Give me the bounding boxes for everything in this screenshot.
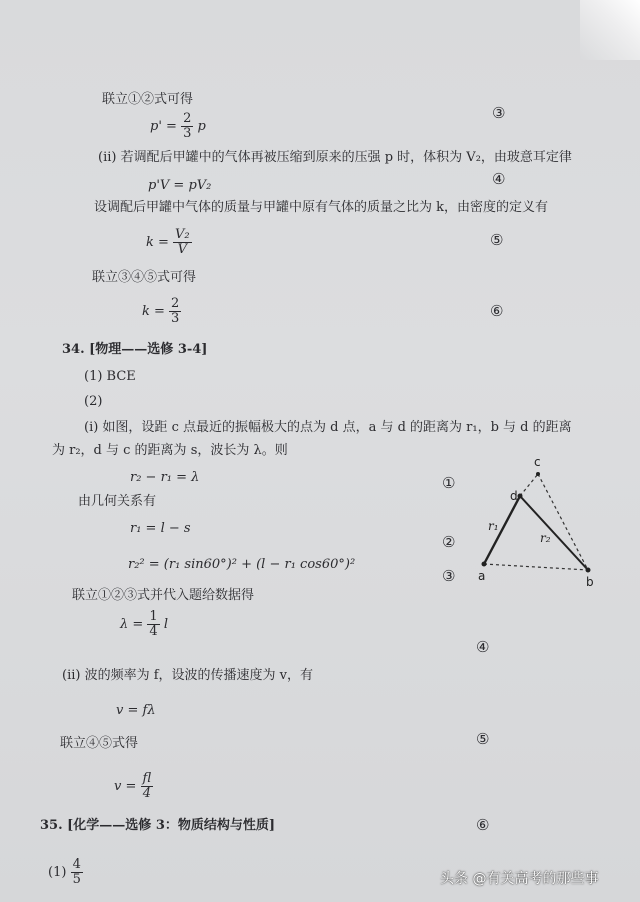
text-line: 设调配后甲罐中气体的质量与甲罐中原有气体的质量之比为 k，由密度的定义有 (94, 200, 549, 215)
point-b (586, 568, 591, 573)
equation-number: ② (442, 533, 456, 551)
equation: v = fλ (116, 703, 156, 718)
equation-number: ① (442, 474, 456, 492)
denominator: V (177, 242, 188, 257)
text-line: (i) 如图，设距 c 点最近的振幅极大的点为 d 点，a 与 d 的距离为 r₁，b 与 d 的距离 (84, 420, 572, 435)
denominator: 4 (149, 624, 158, 639)
equation (114, 772, 153, 801)
numerator: fl (142, 771, 152, 786)
equation-number: ⑤ (490, 231, 504, 249)
point-c (536, 472, 540, 476)
fraction (71, 858, 83, 887)
numerator: 2 (183, 111, 192, 126)
page-corner-glare (580, 0, 640, 60)
equation (150, 112, 206, 141)
numerator: 1 (149, 609, 158, 624)
point-a (482, 562, 487, 567)
label-r2: r₂ (540, 531, 551, 545)
text-line: 由几何关系有 (78, 494, 157, 509)
fraction (141, 772, 154, 801)
section-heading-34: 34. [物理——选修 3-4] (62, 342, 208, 357)
equation-lhs: v = (114, 779, 137, 794)
equation-lhs: k = (142, 304, 165, 319)
equation-var: p (197, 119, 206, 134)
fraction (147, 610, 159, 639)
segment-db (520, 496, 588, 570)
text-line (48, 858, 83, 887)
label-a: a (478, 569, 486, 583)
equation (146, 228, 192, 257)
segment-ab (484, 564, 588, 570)
label-b: b (586, 575, 594, 589)
text-line: 为 r₂，d 与 c 的距离为 s，波长为 λ。则 (52, 443, 288, 458)
segment-dc (520, 474, 538, 496)
denominator: 3 (183, 126, 192, 141)
denominator: 3 (171, 311, 180, 326)
equation-lhs: p' = (150, 119, 177, 134)
text-line: 联立④⑤式得 (60, 736, 139, 751)
text-line: (2) (84, 394, 103, 409)
text-line: (ii) 若调配后甲罐中的气体再被压缩到原来的压强 p 时，体积为 V₂，由玻意耳定律 (98, 150, 572, 165)
text-line: 联立①②③式并代入题给数据得 (72, 588, 255, 603)
equation: r₁ = l − s (130, 521, 191, 536)
equation-number: ③ (492, 104, 506, 122)
part-label: (1) (48, 865, 67, 880)
equation-number: ④ (492, 170, 506, 188)
label-c: c (534, 455, 541, 469)
fraction (181, 112, 193, 141)
equation (120, 610, 168, 639)
denominator: 4 (142, 786, 151, 801)
section-heading-35: 35. [化学——选修 3：物质结构与性质] (40, 818, 276, 833)
equation-number: ③ (442, 567, 456, 585)
numerator: V₂ (175, 227, 190, 242)
equation: r₂ − r₁ = λ (130, 470, 200, 485)
equation-lhs: λ = (120, 617, 144, 632)
triangle-figure (470, 452, 610, 592)
equation-lhs: k = (146, 235, 169, 250)
equation (142, 297, 181, 326)
denominator: 5 (72, 872, 81, 887)
equation: p'V = pV₂ (148, 178, 212, 193)
text-line: (ii) 波的频率为 f，设波的传播速度为 v，有 (62, 668, 314, 683)
equation-number: ⑥ (490, 302, 504, 320)
label-r1: r₁ (488, 519, 499, 533)
numerator: 2 (171, 296, 180, 311)
equation: r₂² = (r₁ sin60°)² + (l − r₁ cos60°)² (128, 557, 356, 572)
equation-number: ④ (476, 638, 490, 656)
point-d (518, 494, 523, 499)
watermark: 头条 @有关高考的那些事 (440, 871, 599, 887)
fraction (169, 297, 181, 326)
fraction (173, 228, 192, 257)
equation-number: ⑥ (476, 816, 490, 834)
text-line: 联立①②式可得 (102, 92, 194, 107)
label-d: d (510, 489, 518, 503)
equation-var: l (163, 617, 168, 632)
segment-cb (538, 474, 588, 570)
numerator: 4 (72, 857, 81, 872)
equation-number: ⑤ (476, 730, 490, 748)
text-line: (1) BCE (84, 369, 136, 384)
text-line: 联立③④⑤式可得 (92, 270, 197, 285)
